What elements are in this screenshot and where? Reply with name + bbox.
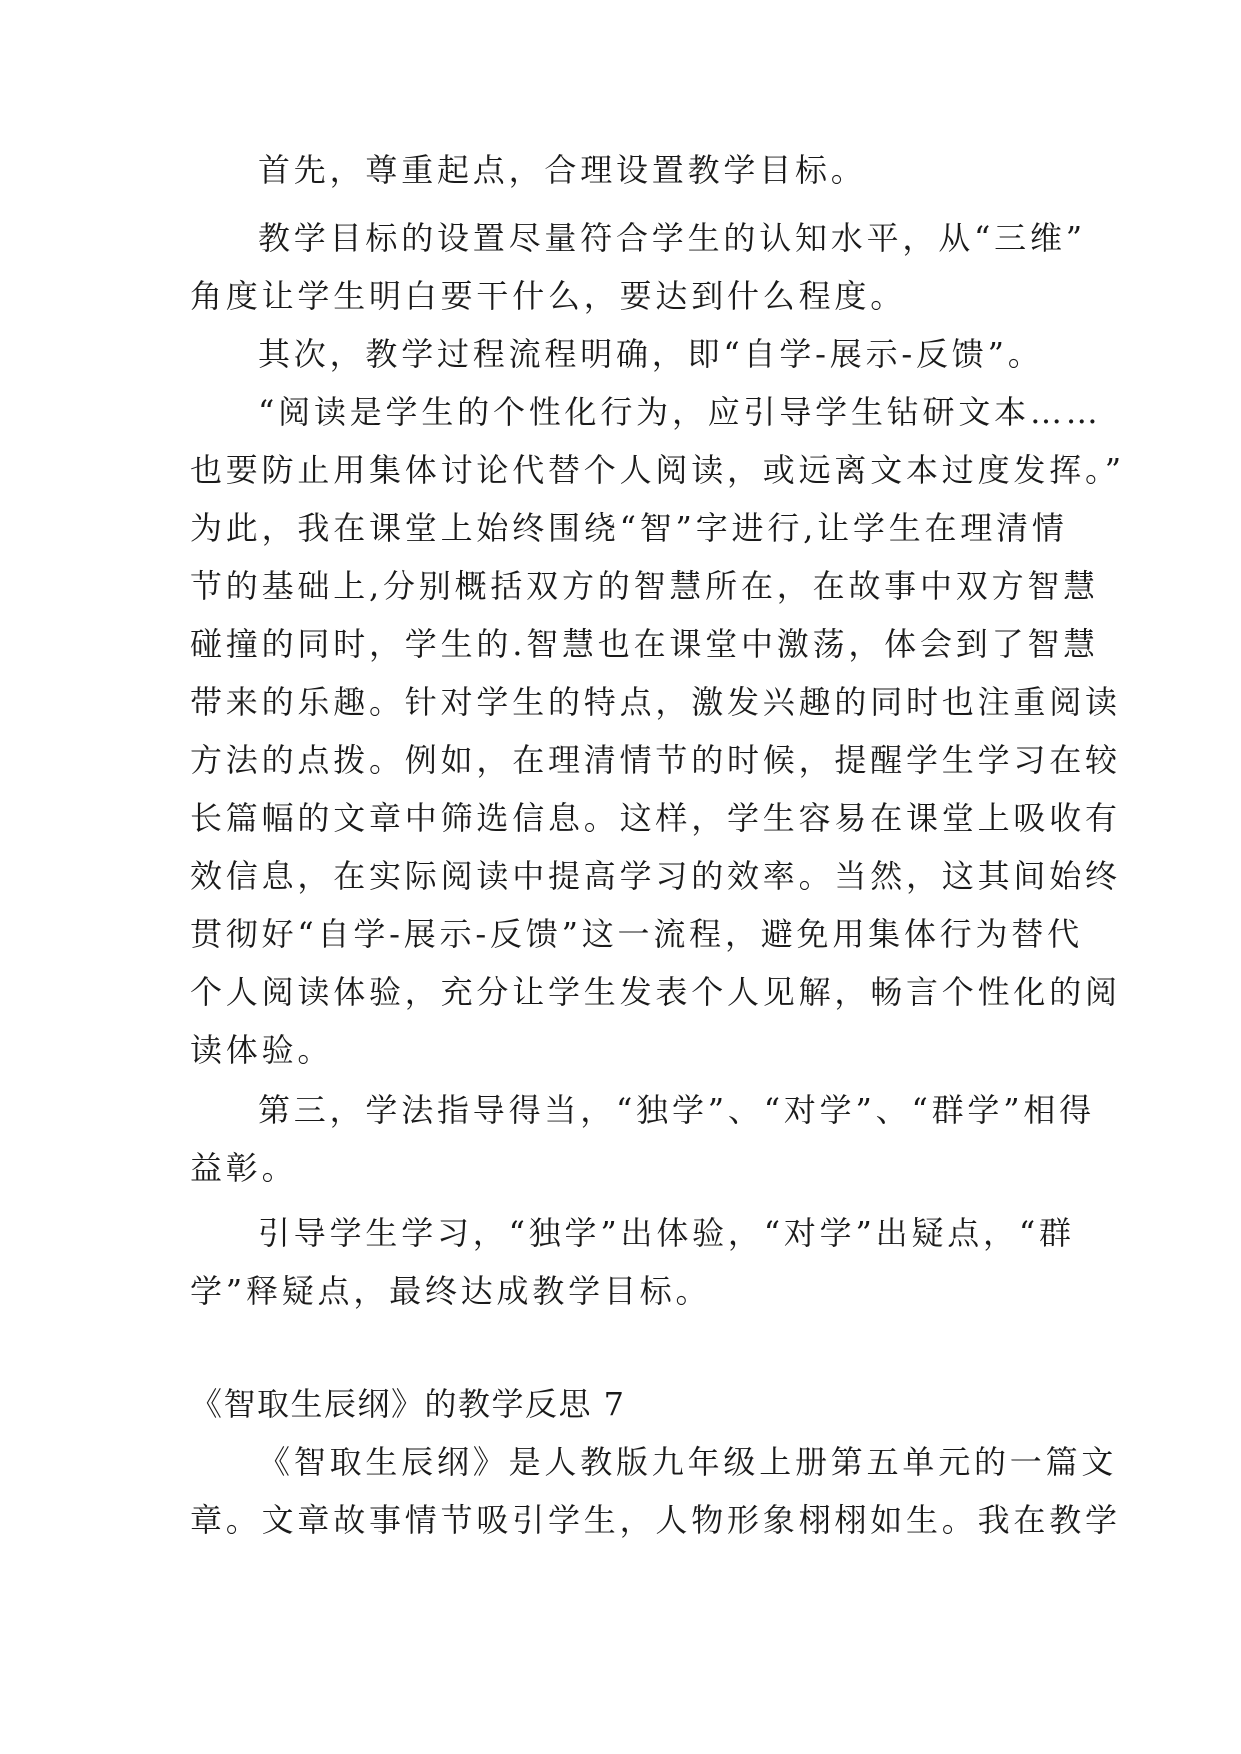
- paragraph-line: 个人阅读体验，充分让学生发表个人见解，畅言个性化的阅: [190, 973, 1121, 1011]
- paragraph-line: 方法的点拨。例如，在理清情节的时候，提醒学生学习在较: [190, 741, 1121, 779]
- paragraph-line: 贯彻好“自学-展示-反馈”这一流程，避免用集体行为替代: [190, 915, 1083, 953]
- paragraph-line: 角度让学生明白要干什么，要达到什么程度。: [190, 277, 907, 315]
- paragraph-line: 碰撞的同时，学生的.智慧也在课堂中激荡，体会到了智慧: [190, 625, 1099, 663]
- paragraph-line: 引导学生学习，“独学”出体验，“对学”出疑点，“群: [258, 1214, 1075, 1252]
- paragraph-line: 其次，教学过程流程明确，即“自学-展示-反馈”。: [258, 335, 1044, 373]
- paragraph-line: 首先，尊重起点，合理设置教学目标。: [258, 151, 867, 189]
- paragraph-line: “阅读是学生的个性化行为，应引导学生钻研文本……: [258, 393, 1102, 431]
- paragraph-line: 益彰。: [190, 1149, 298, 1187]
- paragraph-line: 节的基础上,分别概括双方的智慧所在，在故事中双方智慧: [190, 567, 1099, 605]
- paragraph-line: 《智取生辰纲》是人教版九年级上册第五单元的一篇文: [258, 1443, 1118, 1481]
- paragraph-line: 读体验。: [190, 1031, 334, 1069]
- section-heading: 《智取生辰纲》的教学反思 7: [190, 1385, 626, 1423]
- paragraph-line: 也要防止用集体讨论代替个人阅读，或远离文本过度发挥。”: [190, 451, 1125, 489]
- paragraph-line: 效信息，在实际阅读中提高学习的效率。当然，这其间始终: [190, 857, 1121, 895]
- paragraph-line: 学”释疑点，最终达成教学目标。: [190, 1272, 712, 1310]
- paragraph-line: 章。文章故事情节吸引学生，人物形象栩栩如生。我在教学: [190, 1501, 1121, 1539]
- paragraph-line: 长篇幅的文章中筛选信息。这样，学生容易在课堂上吸收有: [190, 799, 1121, 837]
- paragraph-line: 第三，学法指导得当，“独学”、“对学”、“群学”相得: [258, 1091, 1095, 1129]
- paragraph-line: 带来的乐趣。针对学生的特点，激发兴趣的同时也注重阅读: [190, 683, 1121, 721]
- paragraph-line: 为此，我在课堂上始终围绕“智”字进行,让学生在理清情: [190, 509, 1068, 547]
- paragraph-line: 教学目标的设置尽量符合学生的认知水平，从“三维”: [258, 219, 1086, 257]
